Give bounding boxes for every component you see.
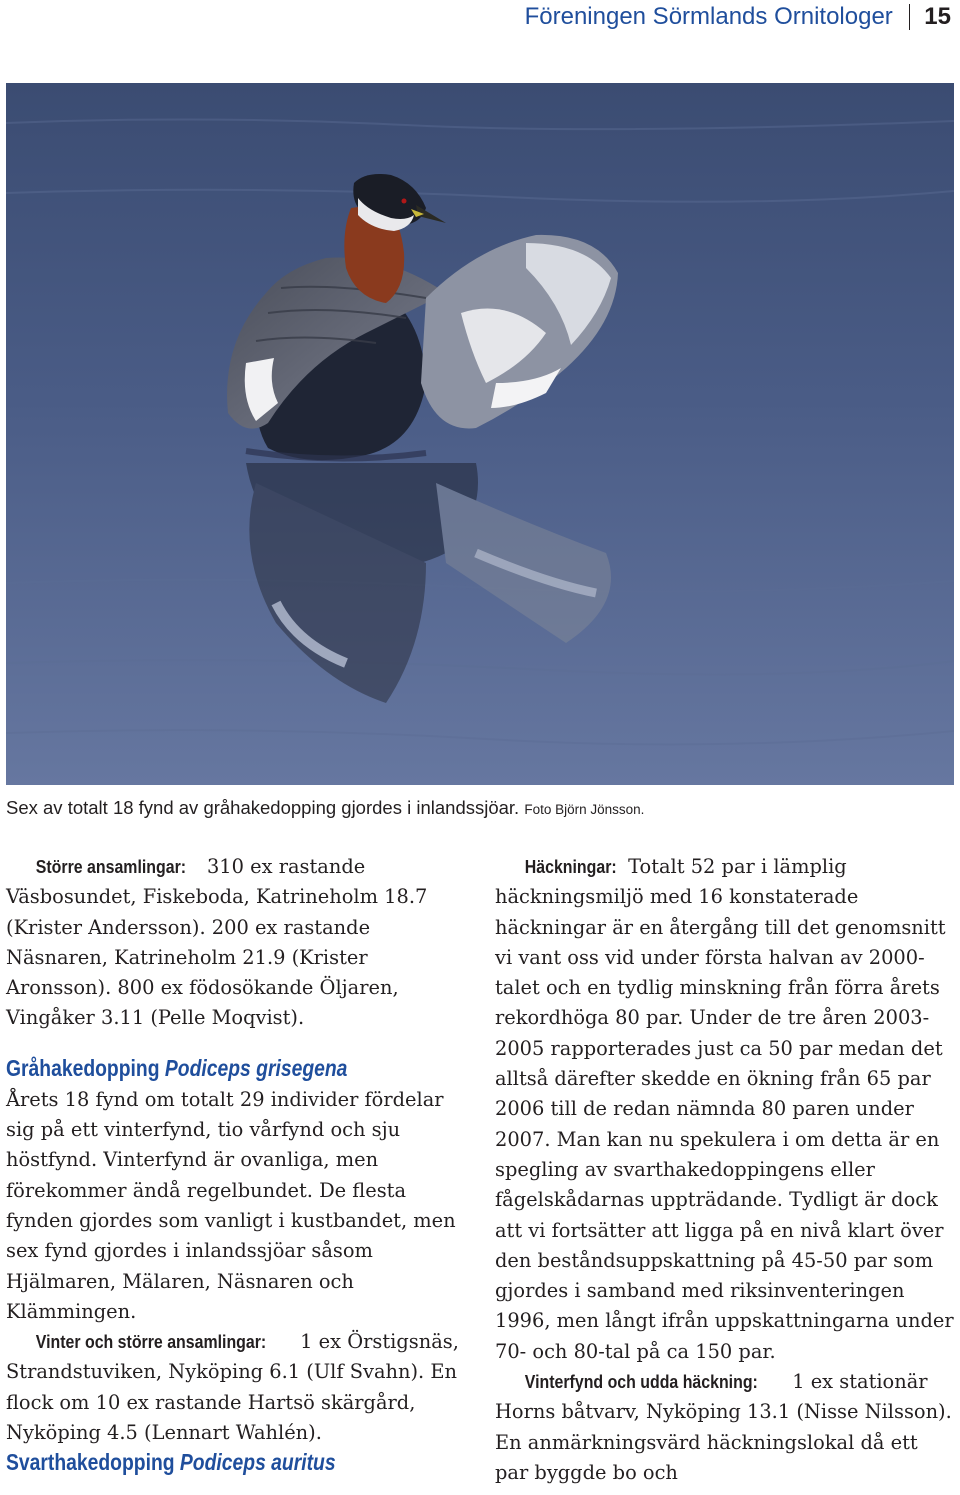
paragraph-larger-gatherings <box>6 852 464 1034</box>
paragraph-text: 310 ex rastande Väsbosundet, Fiskeboda, Katrineholm 18.7 (Krister Andersson). 200 ex rastande Näsnaren, Katrineholm 21.9 (Krister Aronsson). 800 ex födosökande Öljaren, Vingåker 3.11 (Pelle Moqvist). <box>6 855 428 1030</box>
header-divider <box>909 4 911 30</box>
grebe-photo <box>6 83 954 785</box>
species-latin-name: Podiceps auritus <box>179 1449 336 1476</box>
caption-text: Sex av totalt 18 fynd av gråhakedopping gjordes i inlandssjöar. <box>6 797 520 818</box>
species-heading-slavonian-grebe <box>6 1448 391 1476</box>
right-column <box>495 852 957 1488</box>
paragraph-text: 1 ex stationär Horns båtvarv, Nyköping 13.1 (Nisse Nilsson). En anmärkningsvärd häckningslokal då ett par byggde bo och <box>495 1370 952 1484</box>
runin-heading: Vinterfynd och udda häckning: <box>524 1371 758 1393</box>
species-heading-red-necked-grebe <box>6 1054 391 1082</box>
paragraph-winter-odd-breeding <box>495 1367 957 1488</box>
runin-heading: Vinter och större ansamlingar: <box>35 1331 267 1353</box>
photo-credit: Foto Björn Jönsson. <box>524 802 645 817</box>
species-latin-name: Podiceps grisegena <box>164 1054 348 1081</box>
species-name: Gråhakedopping <box>6 1054 160 1081</box>
species-name: Svarthakedopping <box>6 1449 175 1476</box>
page-number: 15 <box>924 3 951 30</box>
runin-heading: Större ansamlingar: <box>35 856 187 877</box>
journal-name: Föreningen Sörmlands Ornitologer <box>524 3 893 30</box>
paragraph-red-necked-grebe-summary: Årets 18 fynd om totalt 29 individer fördelar sig på ett vinterfynd, tio vårfynd och sju höstfynd. Vinterfynd är ovanliga, men förekommer ändå regelbundet. De flesta fynden gjordes som vanligt i kustbandet, men sex fynd gjordes i inlandssjöar såsom Hjälmaren, Mälaren, Näsnaren och Klämmingen. <box>6 1087 456 1323</box>
paragraph-text: 1 ex Örstigsnäs, Strandstuviken, Nyköping 6.1 (Ulf Svahn). En flock om 10 ex rastande Hartsö skärgård, Nyköping 4.5 (Lennart Wahlén). <box>6 1330 459 1445</box>
page-header <box>525 0 960 34</box>
runin-heading: Häckningar: <box>524 856 617 877</box>
photo-caption <box>6 797 954 819</box>
photo-illustration <box>6 83 954 785</box>
paragraph-breeding <box>495 852 957 1367</box>
paragraph-text: Totalt 52 par i lämplig häckningsmiljö med 16 konstaterade häckningar är en återgång till det genomsnitt vi vant oss vid under första halvan av 2000-talet och en tydlig minskning från förra årets rekordhöga 80 par. Under de tre åren 2003-2005 rapporterades just ca 50 par medan det alltså därefter skedde en ökning från 65 par 2006 till de redan nämnda 80 paren under 2007. Man kan nu spekulera i om detta är en spegling av svarthakedoppingens eller fågelskådarnas uppträdande. Tydligt är dock att vi fortsätter att ligga på en nivå klart över den beståndsuppskattning på 45-50 par som gjordes i samband med riksinventeringen 1996, men långt ifrån uppskattningarna under 70- och 80-tal på ca 150 par. <box>495 855 954 1363</box>
left-column <box>6 852 464 1479</box>
paragraph-winter-records <box>6 1327 464 1448</box>
